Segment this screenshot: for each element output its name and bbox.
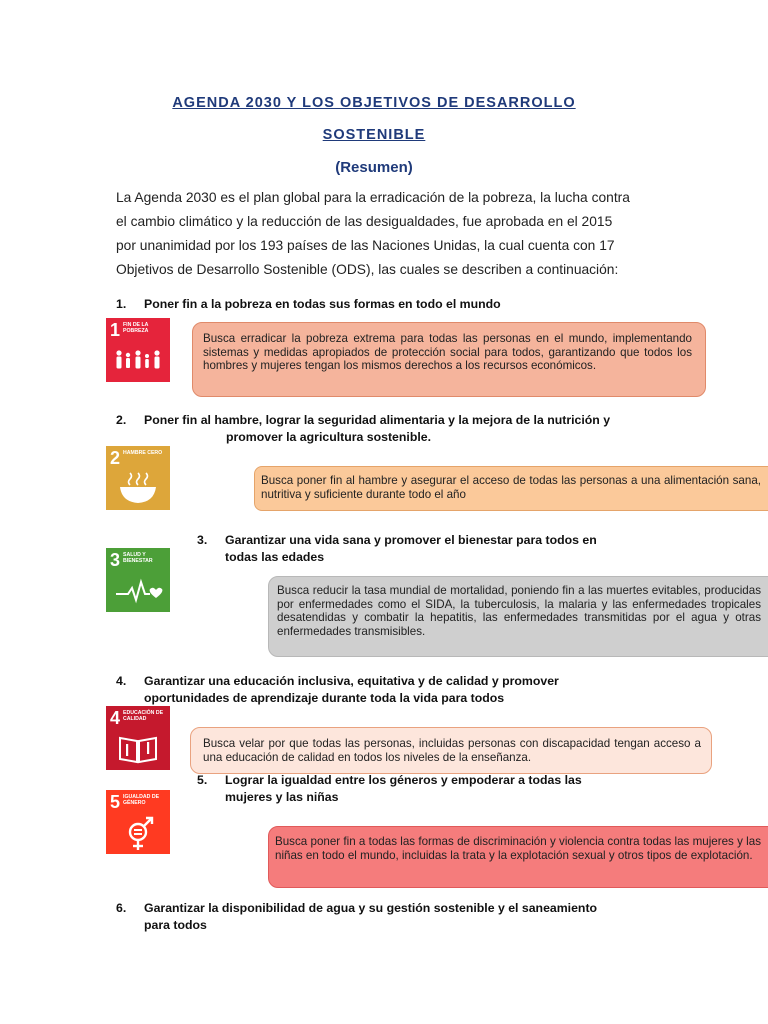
sdg-2-icon xyxy=(106,446,170,510)
book-icon xyxy=(106,706,170,770)
page-subtitle xyxy=(0,159,748,176)
goal-2-heading xyxy=(116,412,636,446)
icon-number: 3 xyxy=(110,550,121,570)
goal-title-line2: promover la agricultura sostenible. xyxy=(226,430,432,444)
goal-description: Busca poner fin a todas las formas de discriminación y violencia contra todas las mujeres y las niñas en todo el mundo, incluidas la trata y la explotación sexual y otros tipos de explotación. xyxy=(275,835,761,862)
goal-title: Garantizar la disponibilidad de agua y su gestión sostenible y el saneamiento xyxy=(144,901,598,915)
goal-description: Busca reducir la tasa mundial de mortalidad, poniendo fin a las muertes evitables, producidas por enfermedades como el SIDA, la tuberculosis, la malaria y las enfermedades tropicales desatendidas y combatir la hepatitis, las enfermedades transmitidas por el agua y otras enfermedades transmisibles. xyxy=(277,584,761,638)
goal-4-description-box xyxy=(190,727,712,774)
page-title: AGENDA 2030 Y LOS OBJETIVOS DE DESARROLLO xyxy=(172,95,576,111)
goal-1-heading xyxy=(116,296,636,313)
family-icon xyxy=(106,318,170,382)
icon-label: HAMBRE CERO xyxy=(123,450,163,456)
page-title-line2: SOSTENIBLE xyxy=(322,127,426,143)
goal-title-line2: para todos xyxy=(144,918,207,932)
intro-line: por unanimidad por los 193 países de las Naciones Unidas, la cual cuenta con 17 xyxy=(116,238,615,253)
goal-number: 1. xyxy=(116,297,127,311)
goal-title: Poner fin al hambre, lograr la seguridad alimentaria y la mejora de la nutrición y xyxy=(144,413,611,427)
goal-2-description-box xyxy=(254,466,768,511)
intro-paragraph xyxy=(116,186,632,282)
goal-title: Garantizar una educación inclusiva, equitativa y de calidad y promover xyxy=(144,674,559,688)
subtitle-text: (Resumen) xyxy=(335,159,413,176)
goal-title: Poner fin a la pobreza en todas sus formas en todo el mundo xyxy=(144,297,501,311)
goal-title: Lograr la igualdad entre los géneros y empoderar a todas las xyxy=(225,773,582,787)
goal-title-line2: todas las edades xyxy=(225,550,325,564)
sdg-5-icon xyxy=(106,790,170,854)
goal-number: 2. xyxy=(116,413,127,427)
food-bowl-icon xyxy=(106,446,170,510)
goal-number: 6. xyxy=(116,901,127,915)
goal-4-heading xyxy=(116,673,633,707)
goal-3-description-box xyxy=(268,576,768,657)
goal-description: Busca poner fin al hambre y asegurar el acceso de todas las personas a una alimentación sana, nutritiva y suficiente durante todo el año xyxy=(261,474,761,501)
icon-label: FIN DE LA POBREZA xyxy=(123,322,149,334)
goal-6-heading xyxy=(116,900,633,934)
icon-number: 1 xyxy=(110,320,121,340)
goal-1-description-box xyxy=(192,322,706,397)
goal-5-description-box xyxy=(268,826,768,888)
gender-equality-icon xyxy=(106,790,170,854)
sdg-1-icon xyxy=(106,318,170,382)
icon-label: SALUD Y BIENESTAR xyxy=(123,552,153,564)
goal-title: Garantizar una vida sana y promover el bienestar para todos en xyxy=(225,533,597,547)
icon-label: EDUCACIÓN DE CALIDAD xyxy=(123,710,164,722)
goal-number: 4. xyxy=(116,674,127,688)
intro-line: La Agenda 2030 es el plan global para la erradicación de la pobreza, la lucha contra xyxy=(116,190,630,205)
goal-number: 3. xyxy=(197,533,208,547)
icon-number: 2 xyxy=(110,448,121,468)
goal-title-line2: oportunidades de aprendizaje durante toda la vida para todos xyxy=(144,691,505,705)
goal-5-heading xyxy=(197,772,632,806)
goal-description: Busca velar por que todas las personas, incluidas personas con discapacidad tengan acceso a una educación de calidad en todos los niveles de la enseñanza. xyxy=(203,737,701,764)
sdg-4-icon xyxy=(106,706,170,770)
icon-number: 4 xyxy=(110,708,121,728)
sdg-3-icon xyxy=(106,548,170,612)
goal-3-heading xyxy=(197,532,633,566)
goal-description: Busca erradicar la pobreza extrema para todas las personas en el mundo, implementando sistemas y medidas apropiados de protección social para todos, garantizando que todos los hombres y mujeres tengan los mismos derechos a los recursos económicos. xyxy=(203,332,692,373)
intro-line: Objetivos de Desarrollo Sostenible (ODS), las cuales se describen a continuación: xyxy=(116,262,619,277)
goal-number: 5. xyxy=(197,773,208,787)
icon-label: IGUALDAD DE GÉNERO xyxy=(123,794,160,806)
goal-title-line2: mujeres y las niñas xyxy=(225,790,339,804)
intro-line: el cambio climático y la reducción de las desigualdades, fue aprobada en el 2015 xyxy=(116,214,613,229)
heartbeat-icon xyxy=(106,548,170,612)
icon-number: 5 xyxy=(110,792,121,812)
